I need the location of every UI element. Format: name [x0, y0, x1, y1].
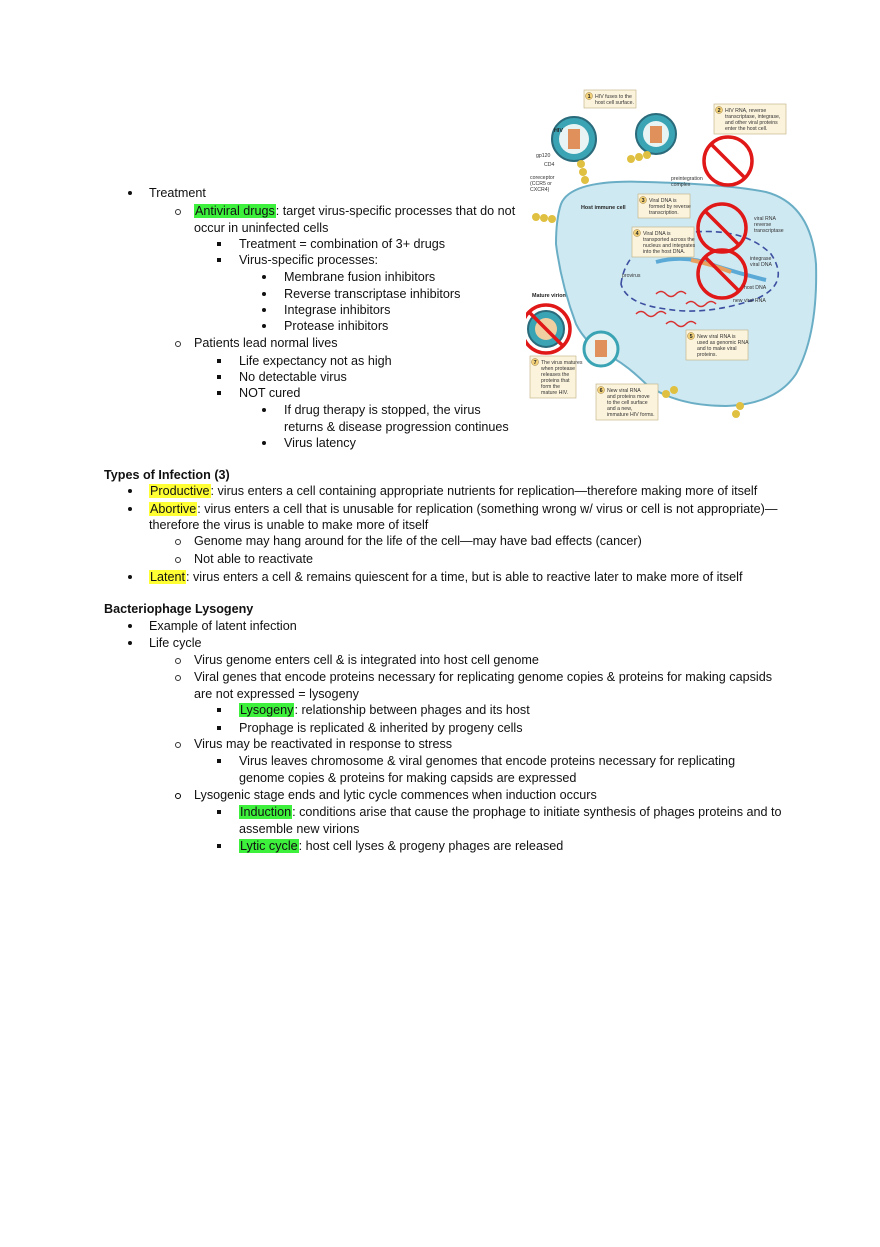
provirus-label: provirus — [622, 273, 641, 279]
step-text: form the — [541, 384, 561, 390]
list-item-line — [239, 353, 392, 369]
preintegration-label: preintegration — [671, 176, 703, 182]
step-text: and a new, — [607, 406, 633, 412]
step-text: releases the — [541, 372, 570, 378]
step-text: New viral RNA is — [697, 334, 736, 340]
list-item-line — [194, 203, 515, 219]
step-text: used as genomic RNA — [697, 340, 749, 346]
line-text: assemble new virions — [239, 822, 360, 836]
line-text: are not expressed = lysogeny — [194, 687, 359, 701]
line-text: Not able to reactivate — [194, 552, 314, 566]
list-item-line — [239, 804, 782, 820]
step-text: and proteins move — [607, 394, 650, 400]
coreceptor-label: CXCR4) — [530, 187, 550, 193]
line-text: occur in uninfected cells — [194, 221, 329, 235]
step-text: enter the host cell. — [725, 126, 768, 132]
line-text: Life expectancy not as high — [239, 354, 392, 368]
list-item-line — [149, 501, 777, 517]
line-text: Bacteriophage Lysogeny — [104, 602, 254, 616]
list-item-line — [284, 318, 388, 334]
line-text: Virus leaves chromosome & viral genomes that encode proteins necessary for replicating — [239, 754, 736, 768]
list-item-line — [149, 483, 757, 499]
line-text: returns & disease progression continues — [284, 420, 509, 434]
step-text: immature HIV forms. — [607, 412, 655, 418]
list-item-line — [239, 770, 576, 786]
line-text: : relationship between phages and its host — [294, 703, 530, 717]
step-5-callout — [686, 330, 749, 360]
list-item-line — [194, 787, 597, 803]
line-text: Virus may be reactivated in response to stress — [194, 737, 453, 751]
list-item-line — [194, 551, 313, 567]
gp120-label: gp120 — [536, 153, 551, 159]
step-number: 7 — [533, 360, 537, 366]
list-item-line — [194, 736, 452, 752]
step-7-callout — [530, 356, 583, 398]
list-item-line — [149, 635, 202, 651]
list-item-line — [284, 269, 435, 285]
list-item-line — [239, 369, 347, 385]
reverse-transcriptase-label: reverse — [754, 222, 772, 228]
viral-rna-label: viral RNA — [754, 216, 776, 222]
section-heading — [104, 601, 253, 617]
mature-virion-label: Mature virion — [532, 293, 566, 299]
line-text: Reverse transcriptase inhibitors — [284, 287, 461, 301]
line-text: If drug therapy is stopped, the virus — [284, 403, 481, 417]
list-item-line — [284, 435, 356, 451]
line-text: : host cell lyses & progeny phages are released — [298, 839, 564, 853]
line-text: No detectable virus — [239, 370, 347, 384]
list-item-line — [194, 686, 359, 702]
line-text: Treatment — [149, 186, 206, 200]
step-4-callout — [632, 227, 696, 257]
step-text: and other viral proteins — [725, 120, 778, 126]
highlighted-term: Lytic cycle — [240, 839, 298, 853]
coreceptor-label: (CCR5 or — [530, 181, 552, 187]
line-text: Lysogenic stage ends and lytic cycle commences when induction occurs — [194, 788, 597, 802]
line-text: Virus latency — [284, 436, 356, 450]
step-text: mature HIV. — [541, 390, 569, 396]
step-number: 6 — [599, 388, 603, 394]
step-1-callout — [584, 90, 636, 108]
step-number: 5 — [689, 334, 693, 340]
step-text: host cell surface. — [595, 100, 634, 106]
line-text: : virus enters a cell & remains quiescent for a time, but is able to reactive later to make more of itself — [186, 570, 743, 584]
line-text: Viral genes that encode proteins necessary for replicating genome copies & proteins for making capsids — [194, 670, 773, 684]
line-text: Virus-specific processes: — [239, 253, 379, 267]
list-item-line — [149, 569, 742, 585]
new-viral-rna-label: new viral RNA — [733, 298, 766, 304]
step-text: Viral DNA is — [649, 198, 677, 204]
hiv-label: HIV — [554, 128, 563, 134]
list-item-line — [194, 669, 772, 685]
line-text: : virus enters a cell containing appropriate nutrients for replication—therefore making more of itself — [210, 484, 758, 498]
line-text: Membrane fusion inhibitors — [284, 270, 436, 284]
step-number: 3 — [641, 198, 645, 204]
step-3-callout — [638, 194, 691, 218]
step-text: transported across the — [643, 237, 695, 243]
line-text: Genome may hang around for the life of the cell—may have bad effects (cancer) — [194, 534, 642, 548]
list-item-line — [239, 236, 445, 252]
section-heading — [104, 467, 230, 483]
step-text: when protease — [541, 366, 576, 372]
line-text: Example of latent infection — [149, 619, 297, 633]
line-text: Treatment = combination of 3+ drugs — [239, 237, 446, 251]
step-text: nucleus and integrates — [643, 243, 696, 249]
step-text: transcriptase, integrase, — [725, 114, 781, 120]
integrase-label: integrase — [750, 256, 772, 262]
line-text: therefore the virus is unable to make more of itself — [149, 518, 429, 532]
list-item-line — [239, 385, 300, 401]
step-number: 4 — [635, 231, 639, 237]
hiv-virion-2 — [636, 114, 676, 154]
highlighted-term: Lysogeny — [240, 703, 294, 717]
step-text: Viral DNA is — [643, 231, 671, 237]
line-text: Prophage is replicated & inherited by progeny cells — [239, 721, 523, 735]
step-text: formed by reverse — [649, 204, 691, 210]
line-text: NOT cured — [239, 386, 301, 400]
step-text: proteins that — [541, 378, 570, 384]
list-item-line — [194, 335, 338, 351]
list-item-line — [239, 753, 735, 769]
line-text: : virus enters a cell that is unusable for replication (something wrong w/ virus or cell is not appropriate)— — [197, 502, 778, 516]
list-item-line — [239, 838, 563, 854]
step-text: HIV RNA, reverse — [725, 108, 767, 114]
list-item-line — [239, 720, 523, 736]
list-item-line — [239, 252, 378, 268]
step-text: The virus matures — [541, 360, 583, 366]
list-item-line — [149, 618, 297, 634]
coreceptor-label: coreceptor — [530, 175, 555, 181]
step-6-callout — [596, 384, 658, 420]
highlighted-term: Latent — [150, 570, 186, 584]
host-dna-label: host DNA — [744, 285, 767, 291]
line-text: Integrase inhibitors — [284, 303, 391, 317]
step-2-callout — [714, 104, 786, 134]
list-item-line — [284, 286, 460, 302]
step-text: and to make viral — [697, 346, 737, 352]
list-item-line — [194, 533, 642, 549]
line-text: : target virus-specific processes that do not — [275, 204, 516, 218]
line-text: Patients lead normal lives — [194, 336, 338, 350]
step-text: New viral RNA — [607, 388, 641, 394]
step-text: proteins. — [697, 352, 717, 358]
budding-virion — [584, 332, 618, 366]
list-item-line — [194, 220, 328, 236]
step-number: 2 — [717, 108, 721, 114]
step-text: transcription. — [649, 210, 679, 216]
step-text: into the host DNA. — [643, 249, 686, 255]
list-item-line — [284, 302, 390, 318]
list-item-line — [284, 402, 481, 418]
line-text: Protease inhibitors — [284, 319, 389, 333]
hiv-virion-1 — [552, 117, 596, 161]
list-item-line — [239, 821, 359, 837]
host-cell-label: Host immune cell — [581, 205, 626, 211]
line-text: Life cycle — [149, 636, 202, 650]
cd4-label: CD4 — [544, 162, 555, 168]
list-item-line — [194, 652, 539, 668]
line-text: : conditions arise that cause the prophage to initiate synthesis of phages proteins and to — [292, 805, 782, 819]
highlighted-term: Abortive — [150, 502, 197, 516]
list-item-line — [239, 702, 530, 718]
hiv-life-cycle-diagram — [526, 84, 818, 422]
list-item-line — [149, 517, 428, 533]
step-number: 1 — [587, 94, 591, 100]
viral-dna-label: viral DNA — [750, 262, 772, 268]
highlighted-term: Antiviral drugs — [195, 204, 275, 218]
highlighted-term: Induction — [240, 805, 292, 819]
preintegration-label: complex — [671, 182, 691, 188]
highlighted-term: Productive — [150, 484, 210, 498]
step-text: HIV fuses to the — [595, 94, 632, 100]
list-item-line — [149, 185, 206, 201]
hiv-life-cycle-figure — [526, 84, 818, 422]
step-text: to the cell surface — [607, 400, 648, 406]
list-item-line — [284, 419, 509, 435]
line-text: genome copies & proteins for making capsids are expressed — [239, 771, 577, 785]
line-text: Virus genome enters cell & is integrated into host cell genome — [194, 653, 539, 667]
line-text: Types of Infection (3) — [104, 468, 230, 482]
reverse-transcriptase-label: transcriptase — [754, 228, 784, 234]
